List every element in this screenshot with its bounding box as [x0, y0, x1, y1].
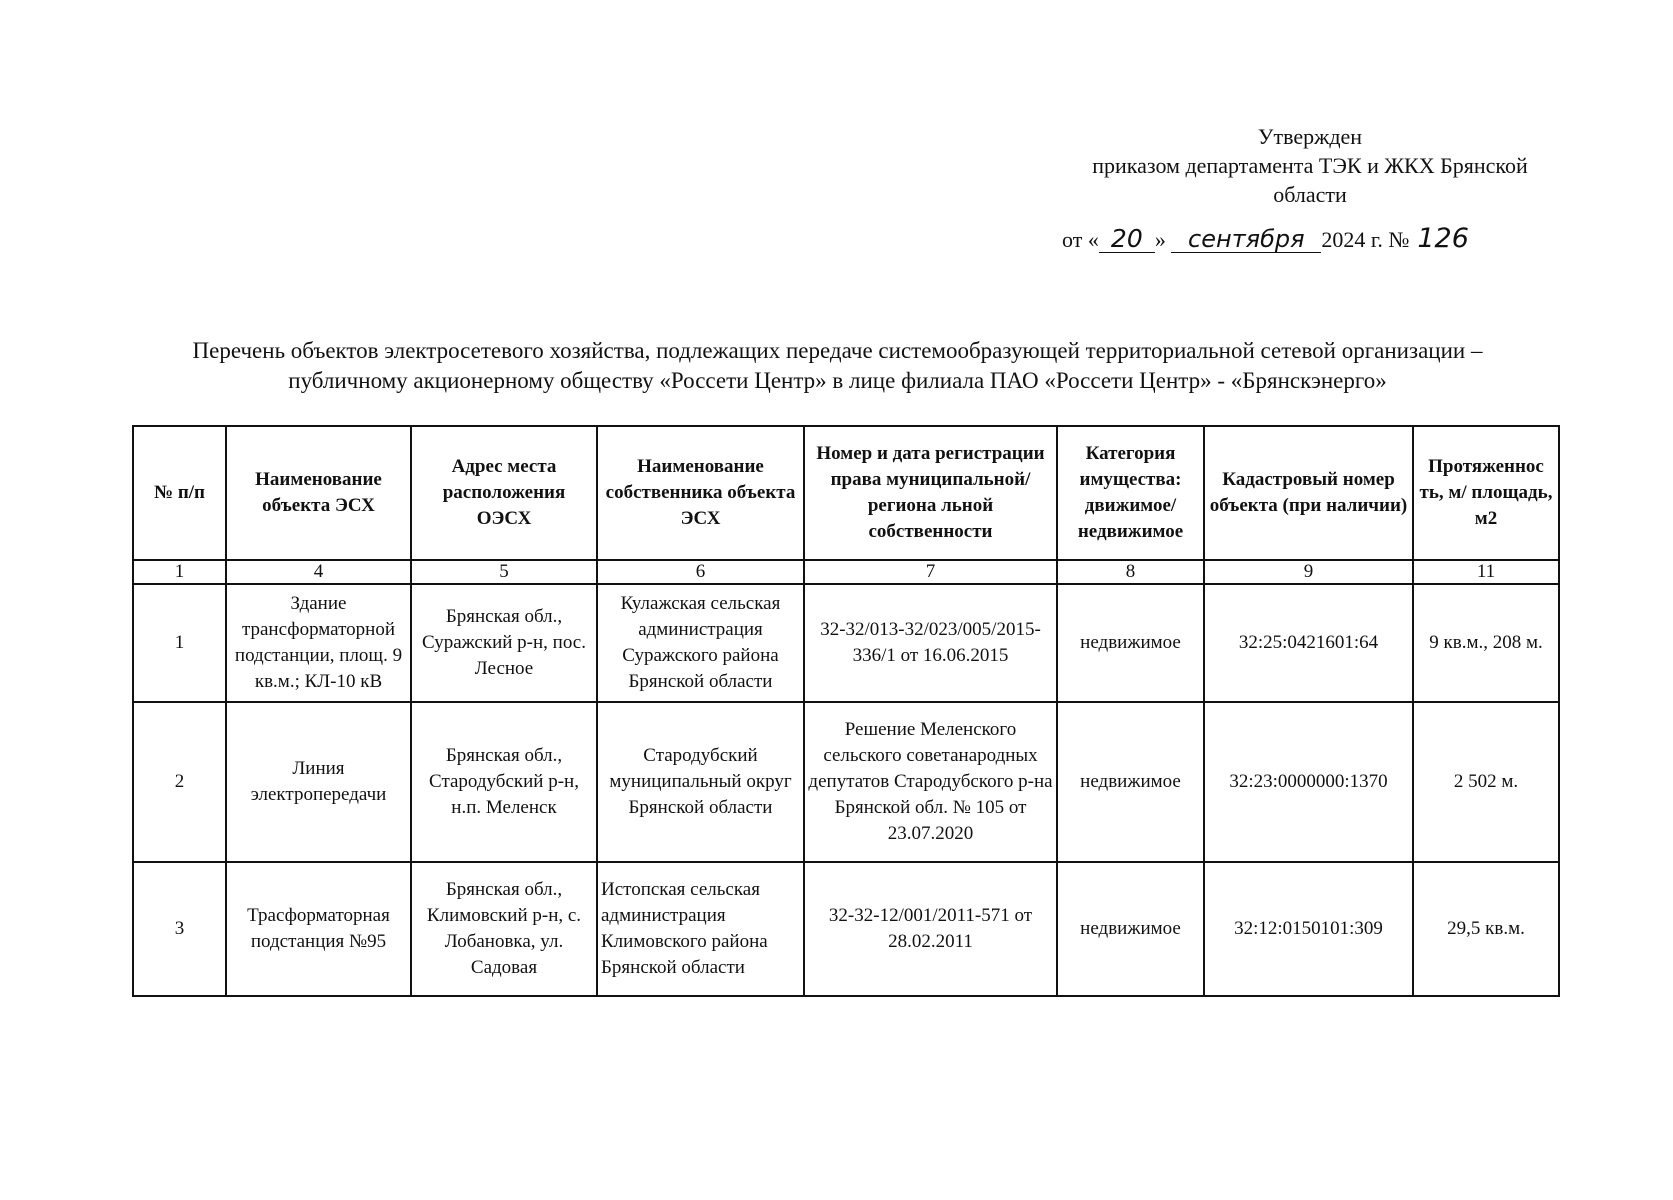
object-owner: Стародубский муниципальный округ Брянской области: [597, 702, 804, 862]
handwritten-order-number: 126: [1417, 223, 1469, 254]
registration-info: 32-32-12/001/2011-571 от 28.02.2011: [804, 862, 1057, 996]
approval-block: [1050, 122, 1570, 209]
object-size: 9 кв.м., 208 м.: [1413, 584, 1559, 702]
table-row: [133, 584, 1559, 702]
date-prefix: от «: [1062, 227, 1099, 252]
row-number: 2: [133, 702, 226, 862]
object-owner: Истопская сельская администрация Климовского района Брянской области: [597, 862, 804, 996]
object-owner: Кулажская сельская администрация Суражского района Брянской области: [597, 584, 804, 702]
table-row: [133, 862, 1559, 996]
column-number: 11: [1413, 560, 1559, 584]
header-cell: Категория имущества: движимое/ недвижимое: [1057, 426, 1204, 560]
header-cell: № п/п: [133, 426, 226, 560]
table-row: [133, 702, 1559, 862]
header-cell: Наименование собственника объекта ЭСХ: [597, 426, 804, 560]
column-number: 9: [1204, 560, 1413, 584]
header-cell: Номер и дата регистрации права муниципальной/региона льной собственности: [804, 426, 1057, 560]
date-year: 2024 г. №: [1321, 227, 1410, 252]
title-line-1: Перечень объектов электросетевого хозяйства, подлежащих передаче системообразующей территориальной сетевой организации –: [192, 338, 1483, 363]
cadastral-number: 32:23:0000000:1370: [1204, 702, 1413, 862]
header-cell: Наименование объекта ЭСХ: [226, 426, 411, 560]
column-number: 7: [804, 560, 1057, 584]
column-number: 5: [411, 560, 597, 584]
object-name: Линия электропередачи: [226, 702, 411, 862]
object-size: 2 502 м.: [1413, 702, 1559, 862]
handwritten-month: сентября: [1171, 226, 1321, 253]
date-quote-close: »: [1154, 227, 1166, 252]
title-line-2: публичному акционерному обществу «Россети Центр» в лице филиала ПАО «Россети Центр» - «Брянскэнерго»: [288, 368, 1387, 393]
header-cell: Протяженнос ть, м/ площадь, м2: [1413, 426, 1559, 560]
column-number-row: [133, 560, 1559, 584]
property-category: недвижимое: [1057, 862, 1204, 996]
object-name: Здание трансформаторной подстанции, площ. 9 кв.м.; КЛ-10 кВ: [226, 584, 411, 702]
registration-info: 32-32/013-32/023/005/2015-336/1 от 16.06.2015: [804, 584, 1057, 702]
cadastral-number: 32:25:0421601:64: [1204, 584, 1413, 702]
registration-info: Решение Меленского сельского советанародных депутатов Стародубского р-на Брянской обл. № 105 от 23.07.2020: [804, 702, 1057, 862]
column-number: 8: [1057, 560, 1204, 584]
object-address: Брянская обл., Климовский р-н, с. Лобановка, ул. Садовая: [411, 862, 597, 996]
cadastral-number: 32:12:0150101:309: [1204, 862, 1413, 996]
row-number: 1: [133, 584, 226, 702]
property-category: недвижимое: [1057, 584, 1204, 702]
header-row: [133, 426, 1559, 560]
order-date-line: [1062, 223, 1469, 254]
object-address: Брянская обл., Стародубский р-н, н.п. Меленск: [411, 702, 597, 862]
column-number: 4: [226, 560, 411, 584]
approval-order: приказом департамента ТЭК и ЖКХ Брянской: [1092, 153, 1528, 178]
header-cell: Кадастровый номер объекта (при наличии): [1204, 426, 1413, 560]
row-number: 3: [133, 862, 226, 996]
column-number: 6: [597, 560, 804, 584]
column-number: 1: [133, 560, 226, 584]
object-name: Трасформаторная подстанция №95: [226, 862, 411, 996]
objects-table: [132, 425, 1560, 997]
handwritten-day: 20: [1099, 226, 1155, 253]
approval-title: Утвержден: [1257, 124, 1363, 149]
header-cell: Адрес места расположения ОЭСХ: [411, 426, 597, 560]
object-size: 29,5 кв.м.: [1413, 862, 1559, 996]
approval-region: области: [1273, 182, 1347, 207]
document-title: [100, 336, 1575, 396]
property-category: недвижимое: [1057, 702, 1204, 862]
object-address: Брянская обл., Суражский р-н, пос. Лесное: [411, 584, 597, 702]
